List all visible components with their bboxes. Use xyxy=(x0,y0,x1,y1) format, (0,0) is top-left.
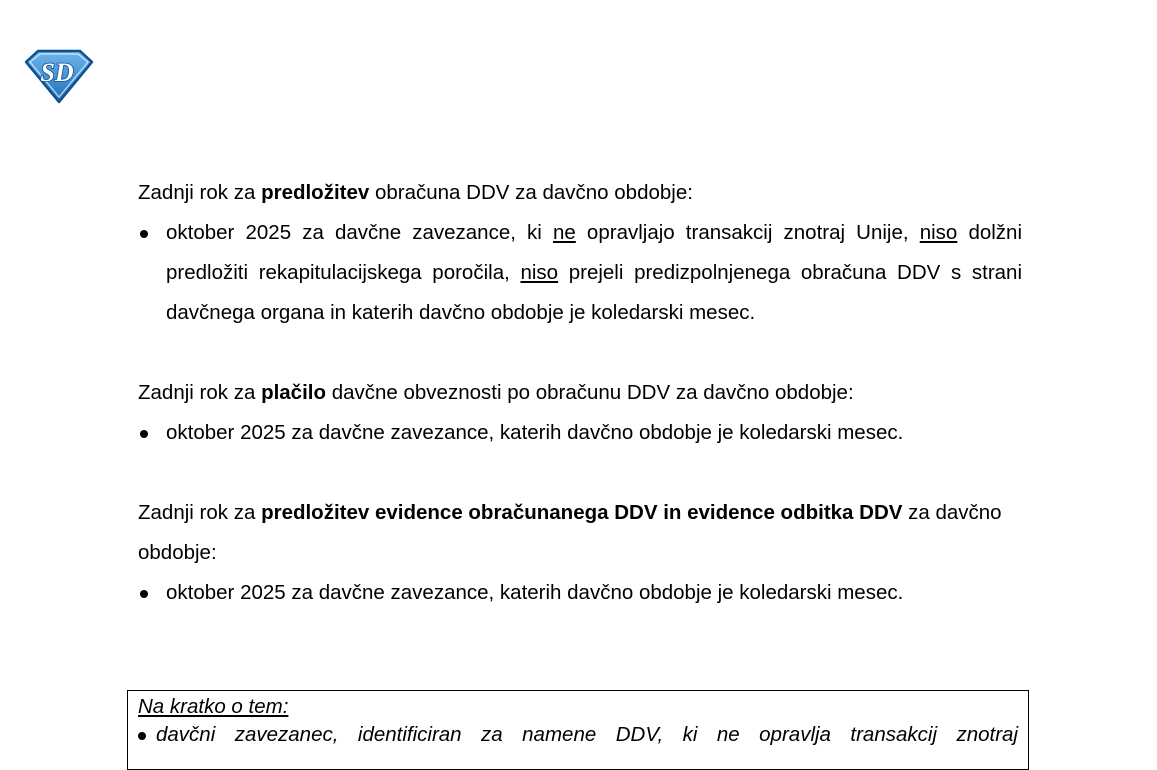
bullet-list xyxy=(138,413,1022,453)
section-payment xyxy=(138,373,1022,453)
sd-shield-logo-icon xyxy=(22,48,96,104)
intro-bold: predložitev xyxy=(261,181,370,204)
svg-text:SD: SD xyxy=(40,58,74,87)
bullet-list xyxy=(138,213,1022,333)
list-item: oktober 2025 za davčne zavezance, katerih davčno obdobje je koledarski mesec. xyxy=(138,573,1022,613)
company-logo xyxy=(22,48,96,104)
section-intro: Zadnji rok za plačilo davčne obveznosti po obračunu DDV za davčno obdobje: xyxy=(138,381,854,404)
list-item: oktober 2025 za davčne zavezance, ki ne opravljajo transakcij znotraj Unije, niso dolžni predložiti rekapitulacijskega poročila, niso prejeli predizpolnjenega obračuna DDV s strani davčnega organa in katerih davčno obdobje je koledarski mesec. xyxy=(138,213,1022,333)
section-records-submission xyxy=(138,493,1022,613)
summary-title: Na kratko o tem: xyxy=(138,695,289,718)
section-intro: Zadnji rok za predložitev evidence obračunanega DDV in evidence odbitka DDV za davčno obdobje: xyxy=(138,501,1002,564)
document-body xyxy=(138,173,1022,653)
intro-bold: predložitev evidence obračunanega DDV in evidence odbitka DDV xyxy=(261,501,903,524)
list-item: oktober 2025 za davčne zavezance, katerih davčno obdobje je koledarski mesec. xyxy=(138,413,1022,453)
section-submission-vat-return xyxy=(138,173,1022,333)
summary-list xyxy=(138,721,1018,749)
summary-box xyxy=(127,690,1029,770)
section-intro: Zadnji rok za predložitev obračuna DDV za davčno obdobje: xyxy=(138,181,693,204)
list-item: davčni zavezanec, identificiran za namene DDV, ki ne opravlja transakcij znotraj xyxy=(138,721,1018,749)
intro-bold: plačilo xyxy=(261,381,326,404)
bullet-list xyxy=(138,573,1022,613)
